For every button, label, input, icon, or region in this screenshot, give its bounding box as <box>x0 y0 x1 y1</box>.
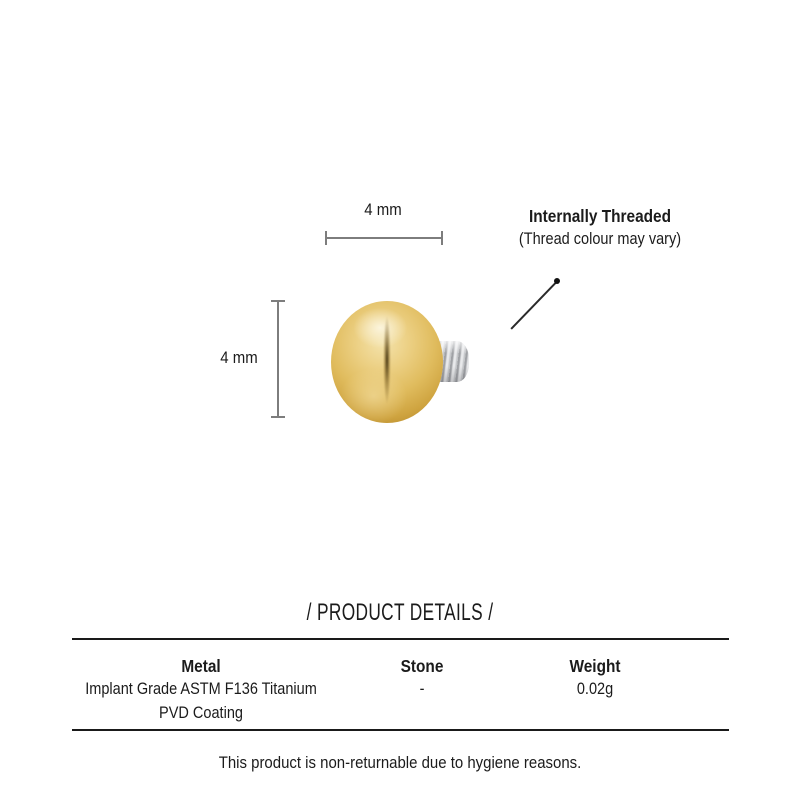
column-header-stone: Stone <box>400 656 444 676</box>
weight-value: 0.02g <box>576 680 614 698</box>
width-dimension-label: 4 mm <box>364 200 402 219</box>
height-dimension-tick-bottom <box>271 416 285 418</box>
table-column-weight <box>569 655 620 701</box>
table-column-metal <box>85 655 317 725</box>
thread-leader-dot <box>554 278 560 284</box>
height-dimension-tick-top <box>271 300 285 302</box>
hygiene-note: This product is non-returnable due to hygiene reasons. <box>218 753 582 772</box>
thread-callout-note: (Thread colour may vary) <box>518 230 682 248</box>
metal-value-line-1: Implant Grade ASTM F136 Titanium <box>85 680 317 698</box>
height-dimension-label: 4 mm <box>220 348 258 367</box>
table-border-bottom <box>72 729 729 731</box>
stone-value: - <box>419 680 425 698</box>
gold-ball-seam <box>383 316 391 404</box>
height-dimension-line <box>277 300 279 418</box>
table-column-stone <box>401 655 444 701</box>
column-header-metal: Metal <box>181 656 221 676</box>
width-dimension-line <box>325 237 443 239</box>
width-dimension-tick-right <box>441 231 443 245</box>
table-border-top <box>72 638 729 640</box>
thread-callout-title: Internally Threaded <box>528 206 672 226</box>
section-title: / PRODUCT DETAILS / <box>306 599 494 626</box>
width-dimension-tick-left <box>325 231 327 245</box>
column-header-weight: Weight <box>569 656 621 676</box>
metal-value-line-2: PVD Coating <box>159 704 243 722</box>
thread-leader-line <box>510 280 558 329</box>
